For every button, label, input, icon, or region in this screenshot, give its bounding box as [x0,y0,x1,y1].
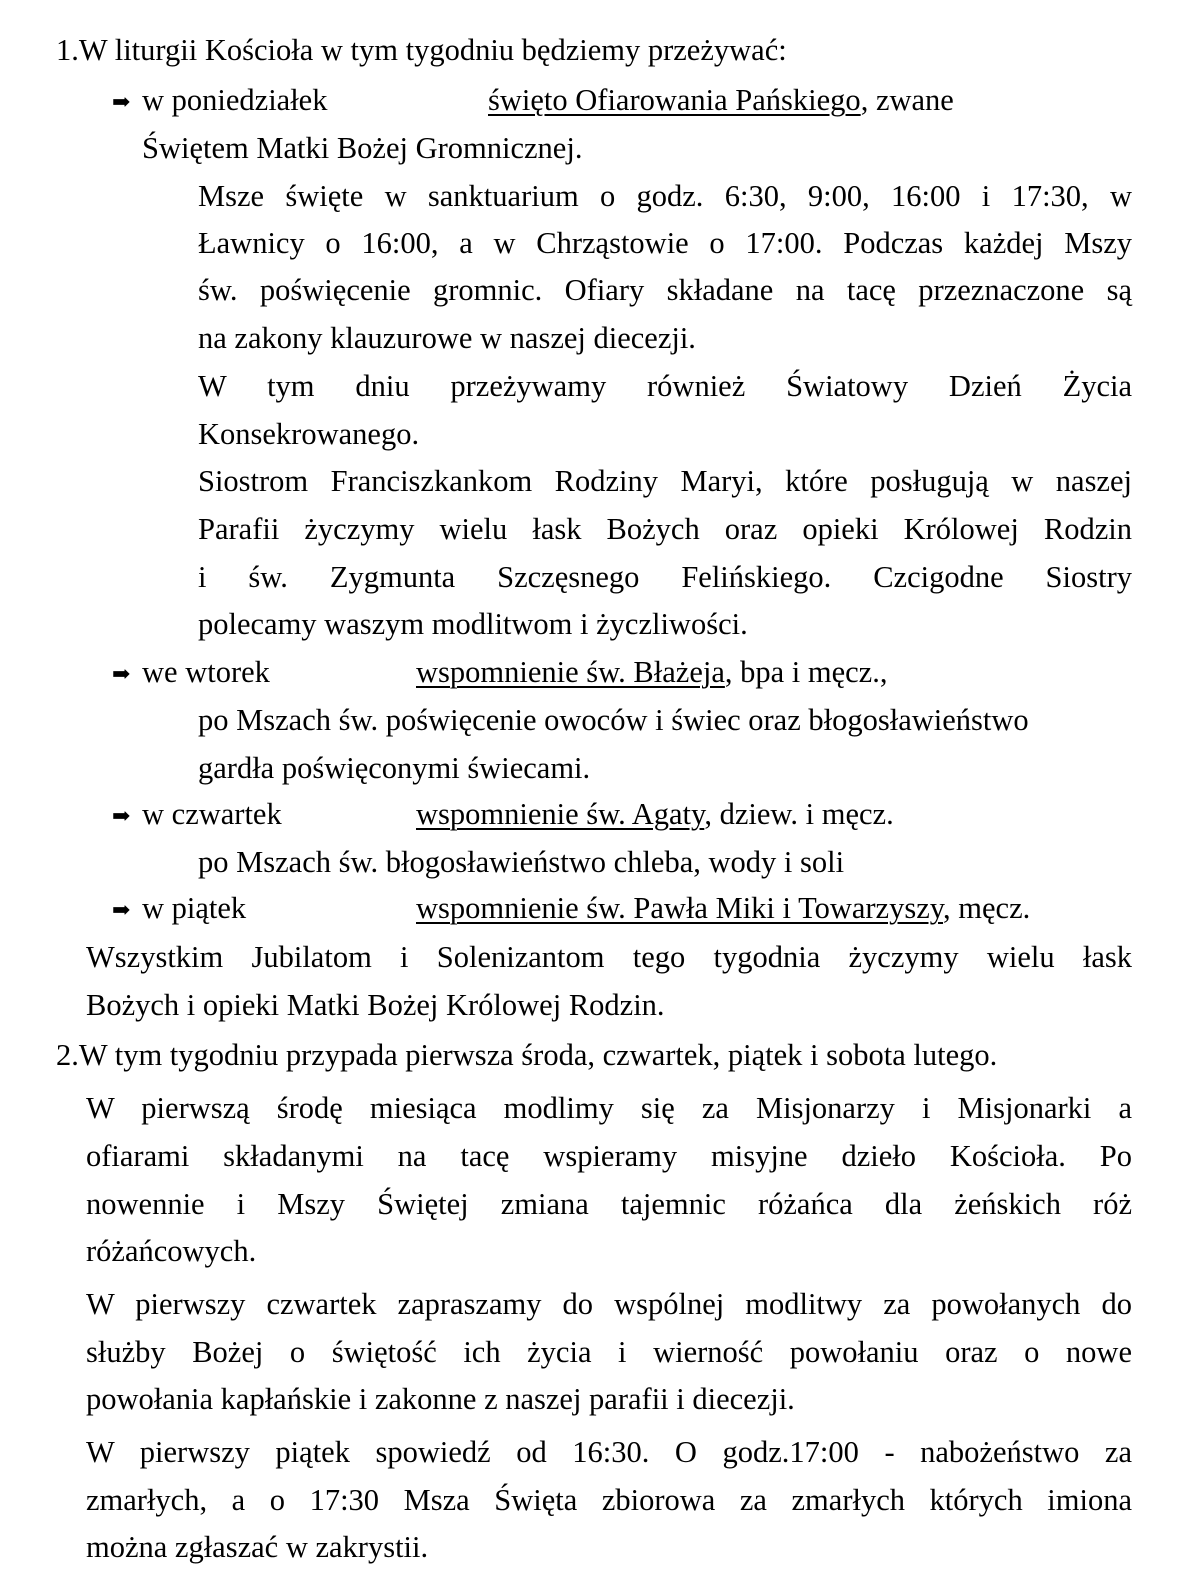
wednesday-line: ofiarami składanymi na tacę wspieramy misyjne dzieło Kościoła. Po [86,1139,1132,1173]
day-label-friday: w piątek [142,891,247,925]
item-1-heading-line [56,32,787,68]
day-label-tuesday: we wtorek [142,655,270,689]
item-number: 1. [56,33,79,67]
detail-line: W tym dniu przeżywamy również Światowy Dzień Życia [198,369,1132,403]
detail-line: Siostrom Franciszkankom Rodziny Maryi, które posługują w naszej [198,464,1132,498]
detail-line: po Mszach św. poświęcenie owoców i świec oraz błogosławieństwo [198,703,1029,737]
wishes-line: Bożych i opieki Matki Bożej Królowej Rodzin. [86,988,665,1022]
detail-line: po Mszach św. błogosławieństwo chleba, wody i soli [198,845,845,879]
day-label-thursday: w czwartek [142,797,282,831]
detail-line: Konsekrowanego. [198,417,420,451]
day-label-monday: w poniedziałek [142,83,328,117]
arrow-bullet-icon: ➡ [112,897,131,922]
detail-line: Ławnicy o 16:00, a w Chrząstowie o 17:00. Podczas każdej Mszy [198,226,1132,260]
detail-line: św. poświęcenie gromnic. Ofiary składane na tacę przeznaczone są [198,273,1132,307]
wednesday-line: nowennie i Mszy Świętej zmiana tajemnic różańca dla żeńskich róż [86,1187,1132,1221]
detail-line: Parafii życzymy wielu łask Bożych oraz opieki Królowej Rodzin [198,512,1132,546]
arrow-bullet-icon: ➡ [112,89,131,114]
item-heading: W tym tygodniu przypada pierwsza środa, czwartek, piątek i sobota lutego. [78,1038,998,1072]
detail-line: Msze święte w sanktuarium o godz. 6:30, 9:00, 16:00 i 17:30, w [198,179,1132,213]
thursday-line: W pierwszy czwartek zapraszamy do wspólnej modlitwy za powołanych do [86,1287,1132,1321]
friday-line: można zgłaszać w zakrystii. [86,1530,429,1564]
feast-monday: święto Ofiarowania Pańskiego, zwane [488,83,954,117]
item-2-heading-line [56,1037,997,1073]
feast-monday-cont: Świętem Matki Bożej Gromnicznej. [142,131,583,165]
friday-line: W pierwszy piątek spowiedź od 16:30. O godz.17:00 - nabożeństwo za [86,1435,1132,1469]
wednesday-line: W pierwszą środę miesiąca modlimy się za Misjonarzy i Misjonarki a [86,1091,1132,1125]
detail-line: na zakony klauzurowe w naszej diecezji. [198,321,696,355]
arrow-bullet-icon: ➡ [112,803,131,828]
feast-name: święto Ofiarowania Pańskiego [488,83,861,117]
feast-thursday: wspomnienie św. Agaty, dziew. i męcz. [416,797,894,831]
feast-name: wspomnienie św. Pawła Miki i Towarzyszy [416,891,944,925]
feast-tuesday: wspomnienie św. Błażeja, bpa i męcz., [416,655,888,689]
arrow-bullet-icon: ➡ [112,661,131,686]
feast-name: wspomnienie św. Błażeja [416,655,725,689]
thursday-line: służby Bożej o świętość ich życia i wierność powołaniu oraz o nowe [86,1335,1132,1369]
item-number: 2. [56,1038,79,1072]
detail-line: gardła poświęconymi świecami. [198,751,591,785]
wednesday-line: różańcowych. [86,1234,257,1268]
detail-line: i św. Zygmunta Szczęsnego Felińskiego. Czcigodne Siostry [198,560,1132,594]
item-heading: W liturgii Kościoła w tym tygodniu będziemy przeżywać: [78,33,787,67]
friday-line: zmarłych, a o 17:30 Msza Święta zbiorowa za zmarłych których imiona [86,1483,1132,1517]
wishes-line: Wszystkim Jubilatom i Solenizantom tego tygodnia życzymy wielu łask [86,940,1132,974]
detail-line: polecamy waszym modlitwom i życzliwości. [198,607,748,641]
thursday-line: powołania kapłańskie i zakonne z naszej parafii i diecezji. [86,1382,795,1416]
feast-friday: wspomnienie św. Pawła Miki i Towarzyszy, męcz. [416,891,1031,925]
feast-name: wspomnienie św. Agaty [416,797,705,831]
